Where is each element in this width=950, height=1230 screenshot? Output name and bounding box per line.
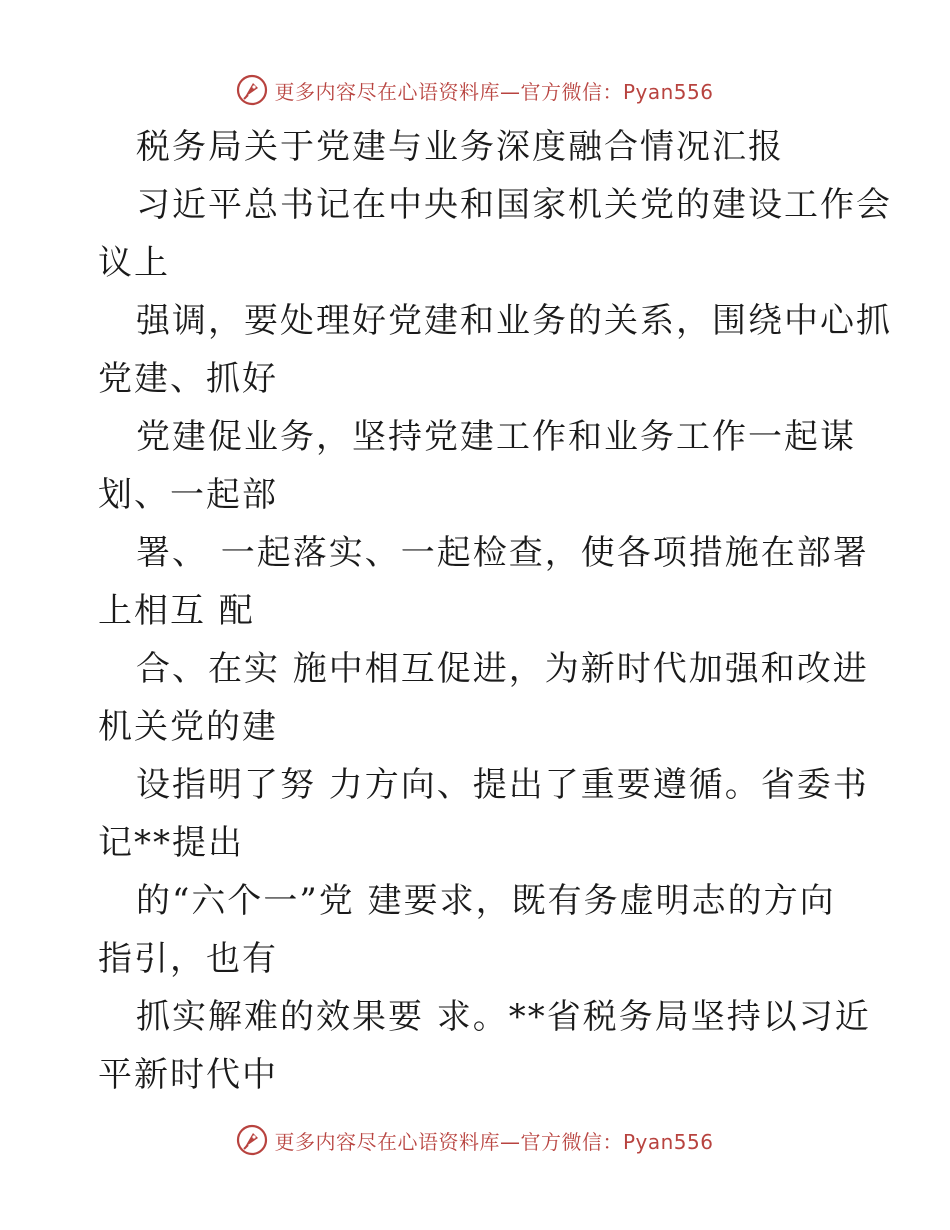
paragraph-line: 习近平总书记在中央和国家机关党的建设工作会 xyxy=(136,185,892,225)
paragraph-line: 指引，也有 xyxy=(98,939,278,979)
paragraph-line: 划、一起部 xyxy=(98,475,278,515)
watermark-text: 更多内容尽在心语资料库—官方微信：Pyan556 xyxy=(274,79,714,104)
watermark-banner-top xyxy=(0,72,950,108)
paragraph-line: 设指明了努 力方向、提出了重要遵循。省委书 xyxy=(136,765,869,805)
document-title: 税务局关于党建与业务深度融合情况汇报 xyxy=(136,127,784,167)
paragraph-line: 议上 xyxy=(98,243,170,283)
paragraph-line: 合、在实 施中相互促进，为新时代加强和改进 xyxy=(136,649,869,689)
watermark-text: 更多内容尽在心语资料库—官方微信：Pyan556 xyxy=(274,1129,714,1154)
paragraph-line: 机关党的建 xyxy=(98,707,278,747)
paragraph-line: 抓实解难的效果要 求。**省税务局坚持以习近 xyxy=(136,997,871,1037)
paragraph-line: 平新时代中 xyxy=(98,1055,278,1095)
paragraph-line: 记**提出 xyxy=(98,823,244,863)
paragraph-line: 上相互 配 xyxy=(98,591,255,631)
paragraph-line: 署、 一起落实、一起检查，使各项措施在部署 xyxy=(136,533,869,573)
document-body xyxy=(98,118,892,1104)
paragraph-line: 的“六个一”党 建要求，既有务虚明志的方向 xyxy=(136,881,836,921)
paragraph-line: 党建促业务，坚持党建工作和业务工作一起谋 xyxy=(136,417,856,457)
watermark-banner-bottom xyxy=(0,1122,950,1158)
pen-nib-logo-icon xyxy=(236,74,268,106)
paragraph-line: 党建、抓好 xyxy=(98,359,278,399)
paragraph-line: 强调，要处理好党建和业务的关系，围绕中心抓 xyxy=(136,301,892,341)
pen-nib-logo-icon xyxy=(236,1124,268,1156)
